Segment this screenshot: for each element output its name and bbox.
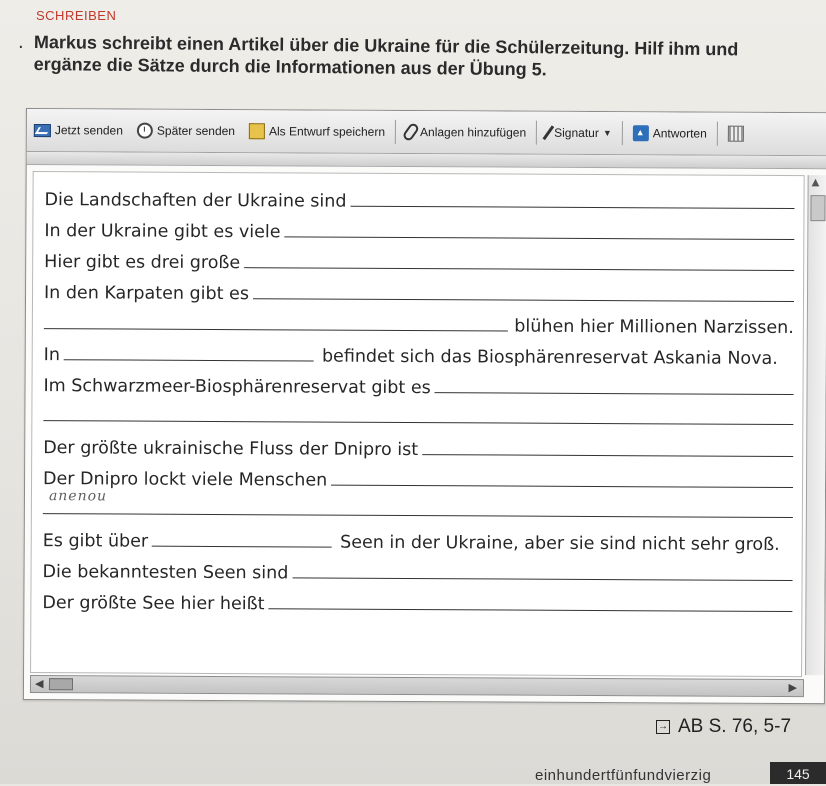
- task-bullet: .: [18, 32, 24, 53]
- section-label: SCHREIBEN: [36, 8, 117, 23]
- draft-icon: [249, 123, 265, 139]
- line-text: blühen hier Millionen Narzissen.: [514, 316, 794, 339]
- toolbar-separator: [622, 121, 623, 145]
- handwritten-answer: anenou: [48, 488, 108, 505]
- send-icon: [34, 124, 51, 137]
- horizontal-scrollbar[interactable]: [30, 675, 804, 697]
- line-text: In den Karpaten gibt es: [43, 283, 250, 305]
- answer-blank[interactable]: [435, 374, 794, 395]
- answer-blank[interactable]: [44, 310, 509, 331]
- reply-button[interactable]: [626, 119, 714, 147]
- send-now-button[interactable]: [27, 116, 130, 145]
- exercise-line: [43, 526, 793, 561]
- page-number-words: einhundertfünfundvierzig: [535, 767, 712, 784]
- answer-blank[interactable]: [244, 249, 794, 271]
- scrollbar-thumb[interactable]: [49, 678, 73, 690]
- answer-blank[interactable]: [422, 436, 793, 457]
- answer-blank[interactable]: [64, 341, 314, 361]
- grid-icon: [728, 126, 744, 142]
- scroll-left-icon[interactable]: ◀: [34, 677, 44, 691]
- exercise-line: [42, 557, 792, 592]
- signature-dropdown[interactable]: [540, 119, 619, 147]
- scroll-right-icon[interactable]: ▶: [788, 681, 798, 695]
- paperclip-icon: [402, 122, 421, 142]
- answer-blank[interactable]: [331, 467, 793, 488]
- exercise-line: [43, 488, 793, 530]
- line-text: Der Dnipro lockt viele Menschen: [43, 469, 328, 491]
- exercise-line: [43, 464, 793, 499]
- line-text: Die Landschaften der Ukraine sind: [44, 190, 347, 212]
- exercise-line: [42, 588, 792, 623]
- toolbar-separator: [717, 122, 718, 146]
- line-text: Hier gibt es drei große: [44, 252, 241, 274]
- exercise-line: [44, 185, 794, 220]
- line-text: Der größte See hier heißt: [42, 593, 265, 615]
- line-text: In: [43, 345, 61, 366]
- line-text: Der größte ukrainische Fluss der Dnipro ist: [43, 438, 419, 461]
- reply-label: Antworten: [652, 126, 707, 141]
- exercise-line: [44, 247, 794, 282]
- line-text: befindet sich das Biosphärenreservat Askania Nova.: [321, 346, 778, 369]
- toolbar-separator: [536, 121, 537, 145]
- task-instruction: Markus schreibt einen Artikel über die Ukraine für die Schülerzeitung. Hilf ihm und ergänze die Sätze durch die Informationen aus der Übung 5.: [33, 31, 739, 80]
- answer-blank[interactable]: [152, 528, 332, 548]
- send-later-button[interactable]: [130, 117, 242, 146]
- add-attachments-button[interactable]: [399, 118, 533, 147]
- reply-icon: [633, 125, 649, 141]
- answer-blank[interactable]: [43, 488, 793, 518]
- scroll-up-icon[interactable]: ▲: [811, 177, 820, 189]
- workbook-reference: [656, 716, 791, 738]
- answer-blank[interactable]: [292, 559, 792, 581]
- send-later-label: Später senden: [156, 123, 236, 139]
- exercise-lines: [42, 185, 794, 623]
- answer-blank[interactable]: [269, 590, 793, 612]
- arrow-box-icon: →: [658, 721, 668, 732]
- exercise-line: [44, 278, 794, 313]
- add-attachments-label: Anlagen hinzufügen: [420, 125, 527, 140]
- email-window: [23, 108, 826, 704]
- header-strip: [27, 152, 826, 169]
- exercise-line: [43, 433, 793, 468]
- line-text: Die bekanntesten Seen sind: [42, 562, 289, 584]
- scrollbar-thumb[interactable]: [810, 195, 825, 221]
- toolbar-separator: [395, 120, 396, 144]
- exercise-line: [43, 402, 793, 437]
- line-text: Seen in der Ukraine, aber sie sind nicht sehr groß.: [340, 532, 780, 555]
- signature-label: Signatur: [554, 125, 599, 140]
- save-draft-button[interactable]: [242, 117, 392, 146]
- line-text: Im Schwarzmeer-Biosphärenreservat gibt es: [43, 376, 431, 399]
- answer-blank[interactable]: [43, 402, 793, 425]
- reference-text: AB S. 76, 5-7: [678, 716, 792, 737]
- exercise-line: [44, 340, 794, 375]
- line-text: Es gibt über: [42, 531, 149, 552]
- pen-icon: [543, 125, 555, 140]
- send-now-label: Jetzt senden: [54, 123, 123, 138]
- exercise-line: [43, 371, 793, 406]
- answer-blank[interactable]: [350, 188, 794, 209]
- exercise-line: [44, 309, 794, 344]
- line-text: In der Ukraine gibt es viele: [44, 221, 281, 243]
- chevron-down-icon: ▼: [602, 128, 612, 139]
- email-toolbar: [27, 109, 826, 156]
- more-options-button[interactable]: [721, 120, 751, 148]
- save-draft-label: Als Entwurf speichern: [268, 124, 386, 139]
- exercise-line: [44, 216, 794, 251]
- answer-blank[interactable]: [253, 280, 794, 302]
- answer-blank[interactable]: [284, 218, 794, 240]
- clock-icon: [137, 123, 153, 139]
- page-number: 145: [770, 762, 826, 784]
- vertical-scrollbar[interactable]: [805, 175, 826, 675]
